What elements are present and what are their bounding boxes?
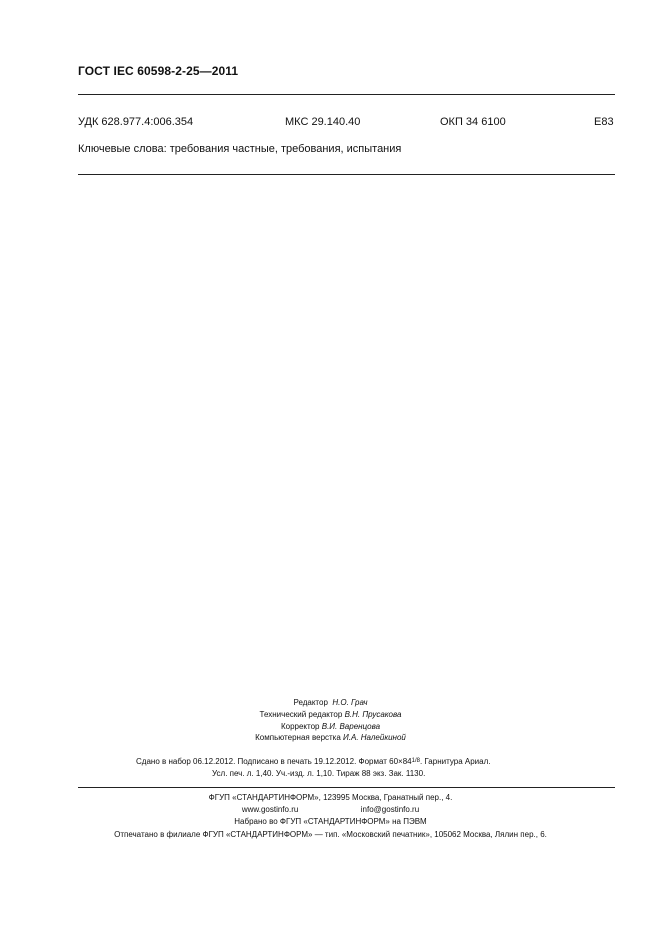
layout-line	[0, 733, 661, 742]
corrector-label: Корректор	[280, 722, 320, 731]
printing-house: Отпечатано в филиале ФГУП «СТАНДАРТИНФОРМ» — тип. «Московский печатник», 105062 Москва, Лялин пер., 6.	[114, 830, 547, 839]
standard-title: ГОСТ IEC 60598-2-25—2011	[78, 64, 239, 78]
layout-label: Компьютерная верстка	[255, 733, 341, 742]
tech-editor-line	[0, 710, 661, 719]
print-info-line-1	[136, 757, 490, 766]
okp-code: ОКП 34 6100	[440, 116, 506, 128]
editor-name: Н.О. Грач	[332, 698, 368, 707]
print-info-line-2: Усл. печ. л. 1,40. Уч.-изд. л. 1,10. Тираж 88 экз. Зак. 1130.	[212, 769, 426, 778]
keywords-divider	[78, 174, 615, 175]
keywords-line: Ключевые слова: требования частные, требования, испытания	[78, 143, 402, 155]
group-code: Е83	[594, 116, 614, 128]
top-divider	[78, 94, 615, 95]
corrector-name: В.И. Варенцова	[321, 722, 381, 731]
print-dates-format: Сдано в набор 06.12.2012. Подписано в печать 19.12.2012. Формат 60×84	[136, 757, 412, 766]
publisher-divider	[78, 787, 615, 788]
publisher-address: ФГУП «СТАНДАРТИНФОРМ», 123995 Москва, Гранатный пер., 4.	[208, 793, 453, 802]
format-fraction: 1/8	[411, 758, 420, 764]
print-typeface: . Гарнитура Ариал.	[419, 757, 491, 766]
editor-line	[0, 698, 661, 707]
corrector-line	[0, 722, 661, 731]
publisher-contacts	[0, 805, 661, 814]
publisher-website: www.gostinfo.ru	[241, 805, 299, 814]
tech-editor-name: В.Н. Прусакова	[344, 710, 402, 719]
editor-label: Редактор	[293, 698, 328, 707]
layout-name: И.А. Налейкиной	[343, 733, 406, 742]
typeset-info: Набрано во ФГУП «СТАНДАРТИНФОРМ» на ПЭВМ	[234, 817, 427, 826]
publisher-email: info@gostinfo.ru	[360, 805, 420, 814]
udk-code: УДК 628.977.4:006.354	[78, 116, 194, 128]
mks-code: МКС 29.140.40	[285, 116, 361, 128]
tech-editor-label: Технический редактор	[259, 710, 343, 719]
